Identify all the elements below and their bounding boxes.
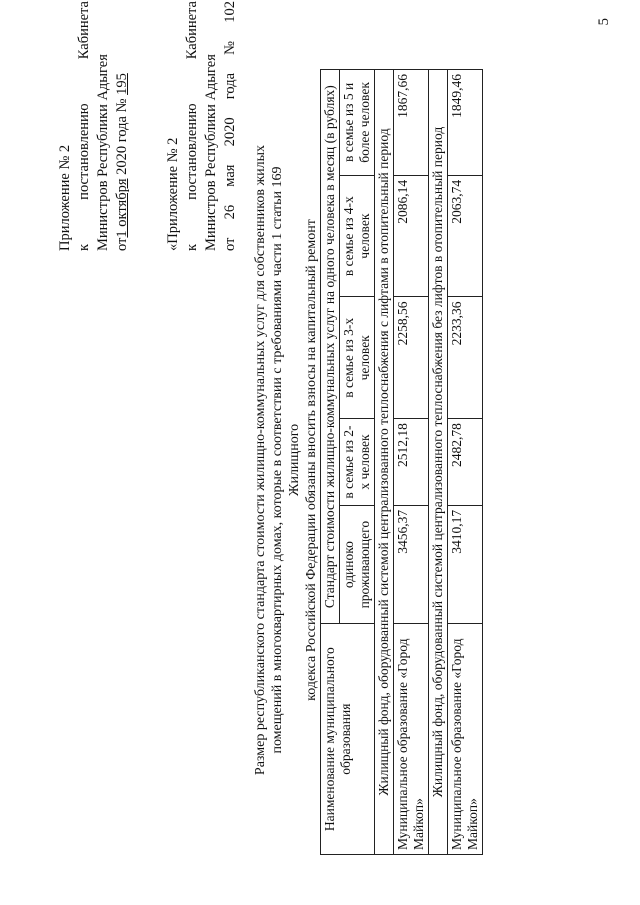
table-header-row [321,70,340,855]
annex-line-2: к постановлению Кабинета [184,1,200,251]
municipality-cell: Муниципальное образование «Город Майкоп» [394,624,429,855]
annex-line-3: Министров Республики Адыгея [203,54,219,251]
header-standard: Стандарт стоимости жилищно-коммунальных услуг на одного человека в месяц (в рублях) [321,70,340,624]
header-col-1: одиноко проживающего [340,505,375,623]
annex-title: «Приложение № 2 [165,137,181,251]
annex-line-2: к постановлению Кабинета [76,1,92,251]
annex-previous [164,1,240,251]
table-row [448,70,483,855]
annex-date: 1 октября [114,178,130,238]
document-title: Размер республиканского стандарта стоимости жилищно-коммунальных услуг для собственников жилых помещений в многоквартирных домах, которые в соответствии с требованиями части 1 статьи 169 Жилищного кодекса Российской Федерации обязаны вносить взносы на капитальный ремонт [253,144,319,776]
value-cell: 1849,46 [448,70,483,176]
value-cell: 3456,37 [394,505,429,623]
header-municipality: Наименование муниципального образования [321,624,375,855]
standard-cost-table [320,69,483,855]
section-row [429,70,448,855]
header-col-2: в семье из 2-х человек [340,419,375,506]
annex-number: 195 [114,73,130,95]
section-row [375,70,394,855]
annex-line-3: Министров Республики Адыгея [95,54,111,251]
value-cell: 2063,74 [448,175,483,297]
header-col-5: в семье из 5 и более человек [340,70,375,176]
annex-line-4: от 26 мая 2020 года № 102 [222,1,238,251]
annex-line-4: от1 октября 2020 года № 195 [114,73,130,251]
header-col-4: в семье из 4-х человек [340,175,375,297]
annex-current [56,1,132,251]
value-cell: 2258,56 [394,297,429,419]
value-cell: 2482,78 [448,419,483,506]
value-cell: 3410,17 [448,505,483,623]
value-cell: 1867,66 [394,70,429,176]
value-cell: 2086,14 [394,175,429,297]
annex-title: Приложение № 2 [57,144,73,251]
municipality-cell: Муниципальное образование «Город Майкоп» [448,624,483,855]
section-heading: Жилищный фонд, оборудованный системой централизованного теплоснабжения с лифтами в отопительный период [375,70,394,855]
value-cell: 2233,36 [448,297,483,419]
section-heading: Жилищный фонд, оборудованный системой централизованного теплоснабжения без лифтов в отопительный период [429,70,448,855]
table-row [394,70,429,855]
value-cell: 2512,18 [394,419,429,506]
header-col-3: в семье из 3-х человек [340,297,375,419]
page-number: 5 [596,18,612,26]
